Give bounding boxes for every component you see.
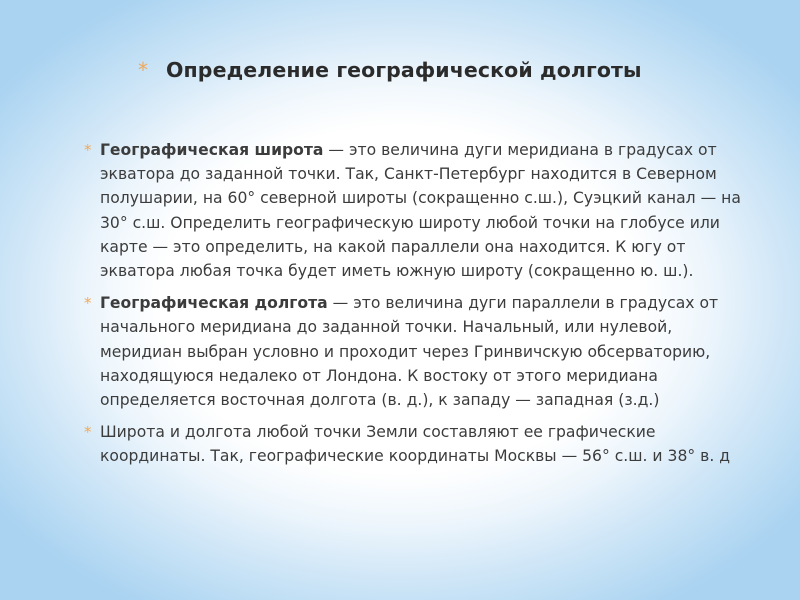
term-longitude: Географическая долгота <box>100 294 328 313</box>
slide-title-row <box>138 52 642 88</box>
slide-title: Определение географической долготы <box>166 58 642 82</box>
bullet-icon: * <box>84 294 92 313</box>
paragraph-text: — это величина дуги меридиана в градусах от экватора до заданной точки. Так, Санкт-Петербург находится в Северном полушарии, на 60° северной широты (сокращенно с.ш.), Суэцкий канал — на 30° с.ш. Определить географическую широту любой точки на глобусе или карте — это определить, на какой параллели она находится. К югу от экватора любая точка будет иметь южную широту (сокращенно ю. ш.). <box>100 141 741 281</box>
paragraph-longitude <box>84 291 754 412</box>
title-bullet-icon: * <box>138 58 148 82</box>
bullet-icon: * <box>84 423 92 442</box>
term-latitude: Географическая широта <box>100 141 324 159</box>
paragraph-text: — это величина дуги параллели в градусах от начального меридиана до заданной точки. Начальный, или нулевой, меридиан выбран условно и проходит через Гринвичскую обсерваторию, находящуюся недалеко от Лондона. К востоку от этого меридиана определяется восточная долгота (в. д.), к западу — западная (з.д.) <box>100 294 719 410</box>
paragraph-latitude <box>84 138 754 283</box>
paragraph-text: Широта и долгота любой точки Земли составляют ее графические координаты. Так, географические координаты Москвы — 56° с.ш. и 38° в. д <box>100 423 731 466</box>
bullet-icon: * <box>84 141 92 159</box>
slide-content <box>84 138 754 477</box>
paragraph-coordinates <box>84 420 754 468</box>
